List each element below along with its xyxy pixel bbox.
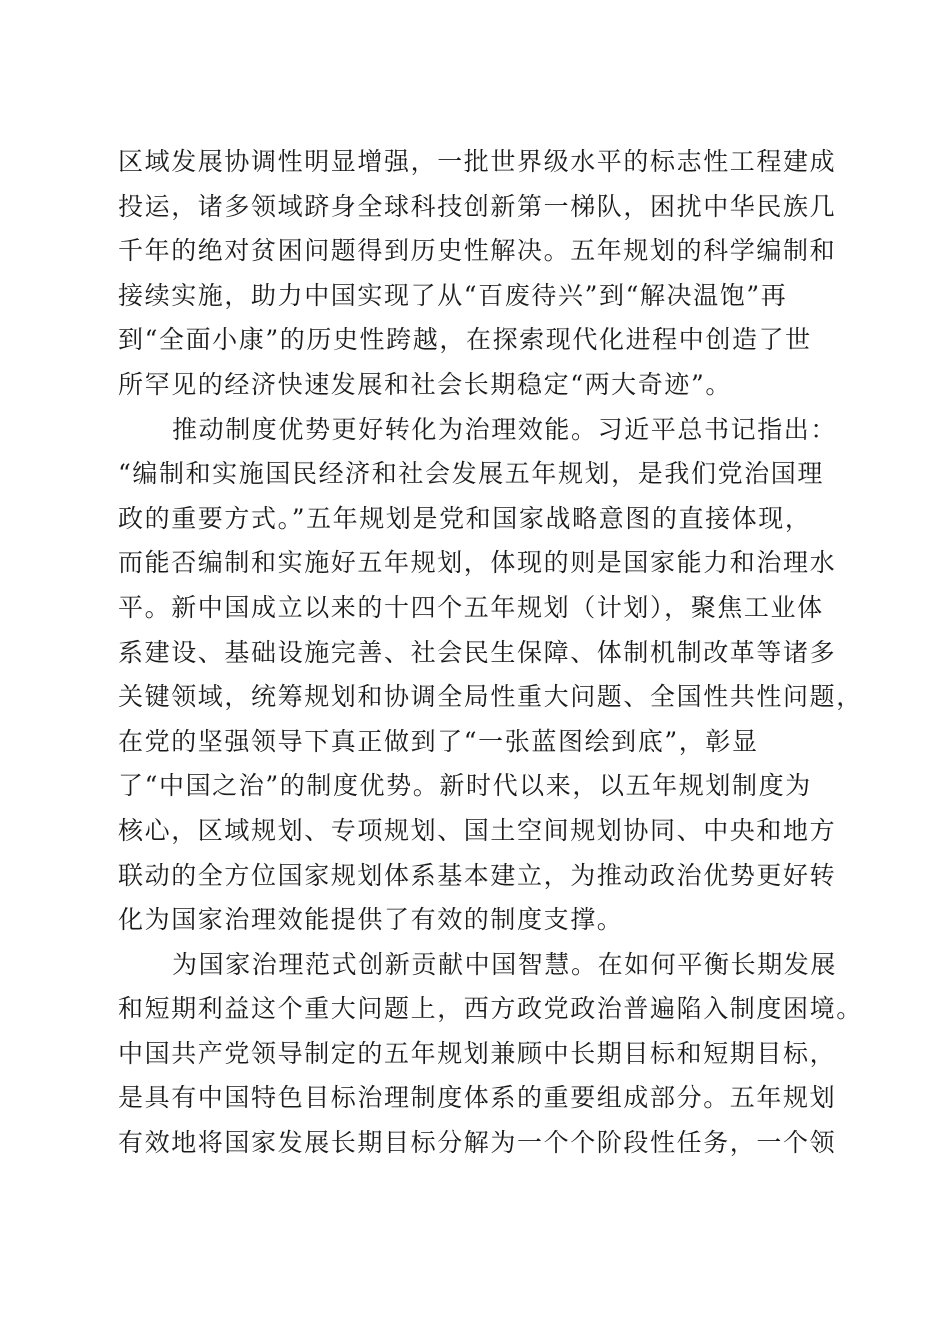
text-line: 到“全面小康”的历史性跨越，在探索现代化进程中创造了世 — [118, 325, 812, 355]
text-line: 和短期利益这个重大问题上，西方政党政治普遍陷入制度困境。 — [118, 994, 863, 1024]
text-line: 政的重要方式。”五年规划是党和国家战略意图的直接体现， — [118, 503, 812, 533]
body-text — [118, 140, 863, 1166]
text-line: 投运，诸多领域跻身全球科技创新第一梯队，困扰中华民族几 — [118, 191, 837, 221]
paragraph-heading-line: 推动制度优势更好转化为治理效能。习近平总书记指出： — [172, 414, 838, 444]
text-line: 核心，区域规划、专项规划、国土空间规划协同、中央和地方 — [118, 815, 837, 845]
text-line: 在党的坚强领导下真正做到了“一张蓝图绘到底”，彰显 — [118, 726, 759, 756]
text-line: 关键领域，统筹规划和协调全局性重大问题、全国性共性问题， — [118, 682, 863, 712]
text-line: “编制和实施国民经济和社会发展五年规划，是我们党治国理 — [118, 459, 824, 489]
text-line: 区域发展协调性明显增强，一批世界级水平的标志性工程建成 — [118, 147, 837, 176]
text-line: 是具有中国特色目标治理制度体系的重要组成部分。五年规划 — [118, 1083, 837, 1113]
text-line: 而能否编制和实施好五年规划，体现的则是国家能力和治理水 — [118, 548, 837, 578]
text-line: 中国共产党领导制定的五年规划兼顾中长期目标和短期目标， — [118, 1038, 837, 1068]
text-line: 有效地将国家发展长期目标分解为一个个阶段性任务，一个领 — [118, 1128, 837, 1158]
text-line: 千年的绝对贫困问题得到历史性解决。五年规划的科学编制和 — [118, 236, 837, 266]
text-line: 接续实施，助力中国实现了从“百废待兴”到“解决温饱”再 — [118, 280, 788, 310]
text-line: 化为国家治理效能提供了有效的制度支撑。 — [118, 905, 624, 935]
text-line: 所罕见的经济快速发展和社会长期稳定“两大奇迹”。 — [118, 369, 732, 399]
text-line: 联动的全方位国家规划体系基本建立，为推动政治优势更好转 — [118, 860, 837, 890]
text-line: 平。新中国成立以来的十四个五年规划（计划），聚焦工业体 — [118, 592, 824, 622]
paragraph-heading-line: 为国家治理范式创新贡献中国智慧。在如何平衡长期发展 — [172, 949, 838, 979]
text-line: 系建设、基础设施完善、社会民生保障、体制机制改革等诸多 — [118, 637, 837, 667]
text-line: 了“中国之治”的制度优势。新时代以来，以五年规划制度为 — [118, 771, 812, 801]
